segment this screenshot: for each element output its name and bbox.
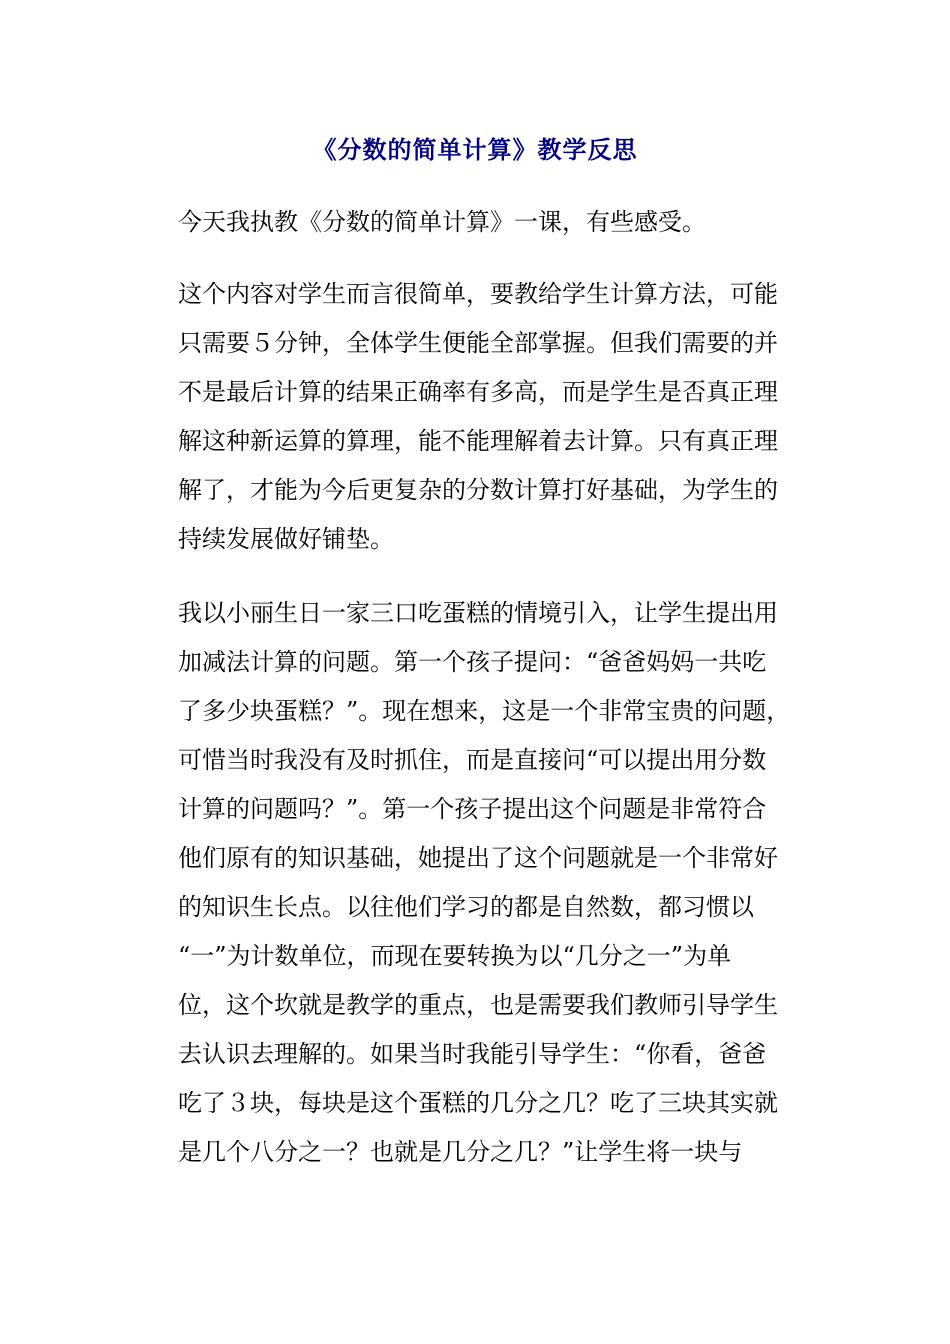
text-line: 今天我执教《分数的简单计算》一课，有些感受。 bbox=[178, 208, 706, 236]
text-line: 不是最后计算的结果正确率有多高，而是学生是否真正理 bbox=[178, 378, 778, 406]
paragraph-intro bbox=[178, 198, 838, 247]
text-line: 去认识去理解的。如果当时我能引导学生：“你看，爸爸 bbox=[178, 1040, 767, 1068]
text-line: “一”为计数单位，而现在要转换为以“几分之一”为单 bbox=[178, 942, 732, 970]
paragraph-lesson-example bbox=[178, 589, 838, 1177]
text-line: 位，这个坎就是教学的重点，也是需要我们教师引导学生 bbox=[178, 991, 778, 1019]
document-title: 《分数的简单计算》教学反思 bbox=[312, 135, 638, 164]
text-line: 吃了３块，每块是这个蛋糕的几分之几？吃了三块其实就 bbox=[178, 1089, 778, 1117]
text-line: 他们原有的知识基础，她提出了这个问题就是一个非常好 bbox=[178, 844, 778, 872]
text-line: 是几个八分之一？也就是几分之几？”让学生将一块与 bbox=[178, 1138, 743, 1166]
text-line: 了多少块蛋糕？”。现在想来，这是一个非常宝贵的问题， bbox=[178, 697, 791, 725]
text-line: 持续发展做好铺垫。 bbox=[178, 525, 394, 553]
text-line: 加减法计算的问题。第一个孩子提问：“爸爸妈妈一共吃 bbox=[178, 648, 767, 676]
text-line: 的知识生长点。以往他们学习的都是自然数，都习惯以 bbox=[178, 893, 754, 921]
paragraph-reflection bbox=[178, 270, 838, 564]
text-line: 解了，才能为今后更复杂的分数计算打好基础，为学生的 bbox=[178, 476, 778, 504]
text-line: 计算的问题吗？”。第一个孩子提出这个问题是非常符合 bbox=[178, 795, 767, 823]
text-line: 我以小丽生日一家三口吃蛋糕的情境引入，让学生提出用 bbox=[178, 599, 778, 627]
text-line: 可惜当时我没有及时抓住，而是直接问“可以提出用分数 bbox=[178, 746, 767, 774]
text-line: 只需要５分钟，全体学生便能全部掌握。但我们需要的并 bbox=[178, 329, 778, 357]
text-line: 解这种新运算的算理，能不能理解着去计算。只有真正理 bbox=[178, 427, 778, 455]
text-line: 这个内容对学生而言很简单，要教给学生计算方法，可能 bbox=[178, 280, 778, 308]
